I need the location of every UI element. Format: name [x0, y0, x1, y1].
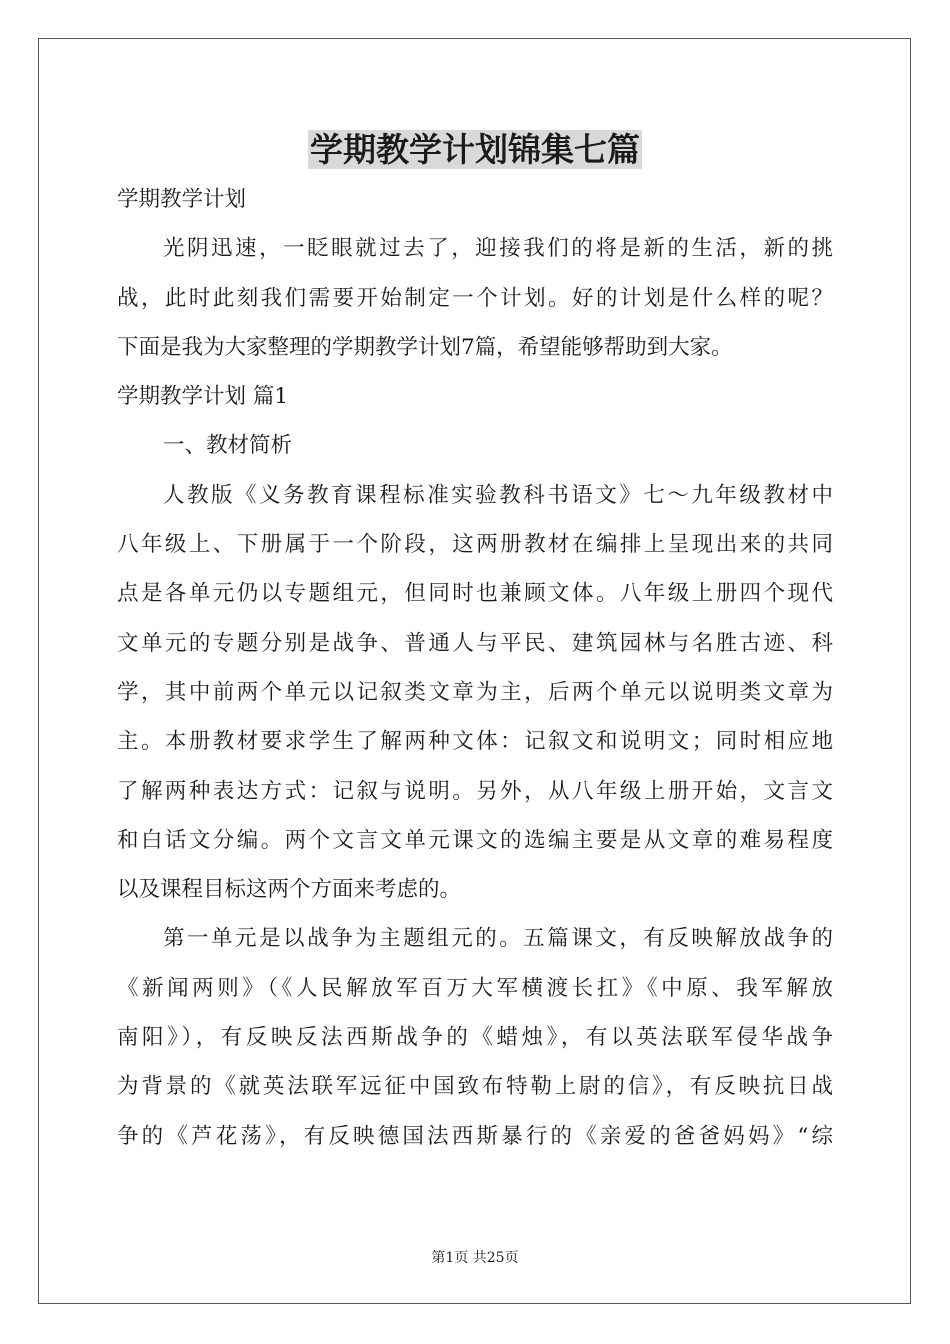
text-line: 一、教材简析 — [163, 433, 293, 459]
text-line: 为背景的《就英法联军远征中国致布特勒上尉的信》，有反映抗日战 — [117, 1074, 833, 1100]
text-line: 以及课程目标这两个方面来考虑的。 — [117, 877, 462, 903]
text-line: 学，其中前两个单元以记叙类文章为主，后两个单元以说明类文章为 — [117, 679, 833, 705]
text-line: 学期教学计划 — [117, 187, 247, 212]
text-line: 八年级上、下册属于一个阶段，这两册教材在编排上呈现出来的共同 — [117, 532, 833, 558]
text-line: 学期教学计划 篇1 — [117, 384, 289, 410]
document-title — [0, 127, 950, 173]
page-footer: 第1页 共25页 — [431, 1250, 519, 1266]
text-line: 南阳》），有反映反法西斯战争的《蜡烛》，有以英法联军侵华战争 — [117, 1025, 833, 1051]
text-line: 争的《芦花荡》，有反映德国法西斯暴行的《亲爱的爸爸妈妈》“综 — [117, 1123, 833, 1149]
title-text: 学期教学计划锦集七篇 — [310, 130, 640, 169]
document-body — [117, 182, 833, 1168]
text-line: 战，此时此刻我们需要开始制定一个计划。好的计划是什么样的呢？ — [117, 285, 833, 311]
text-line: 和白话文分编。两个文言文单元课文的选编主要是从文章的难易程度 — [117, 827, 833, 853]
text-line: 主。本册教材要求学生了解两种文体：记叙文和说明文；同时相应地 — [117, 729, 833, 755]
text-line: 下面是我为大家整理的学期教学计划7篇，希望能够帮助到大家。 — [117, 334, 733, 360]
text-line: 光阴迅速，一眨眼就过去了，迎接我们的将是新的生活，新的挑 — [163, 236, 833, 262]
text-line: 文单元的专题分别是战争、普通人与平民、建筑园林与名胜古迹、科 — [117, 630, 833, 656]
text-line: 点是各单元仍以专题组元，但同时也兼顾文体。八年级上册四个现代 — [117, 581, 833, 607]
text-line: 了解两种表达方式：记叙与说明。另外，从八年级上册开始，文言文 — [117, 778, 833, 804]
text-line: 人教版《义务教育课程标准实验教科书语文》七～九年级教材中 — [163, 482, 833, 508]
text-line: 《新闻两则》（《人民解放军百万大军横渡长扛》《中原、我军解放 — [117, 975, 833, 1001]
text-line: 第一单元是以战争为主题组元的。五篇课文，有反映解放战争的 — [163, 926, 833, 952]
